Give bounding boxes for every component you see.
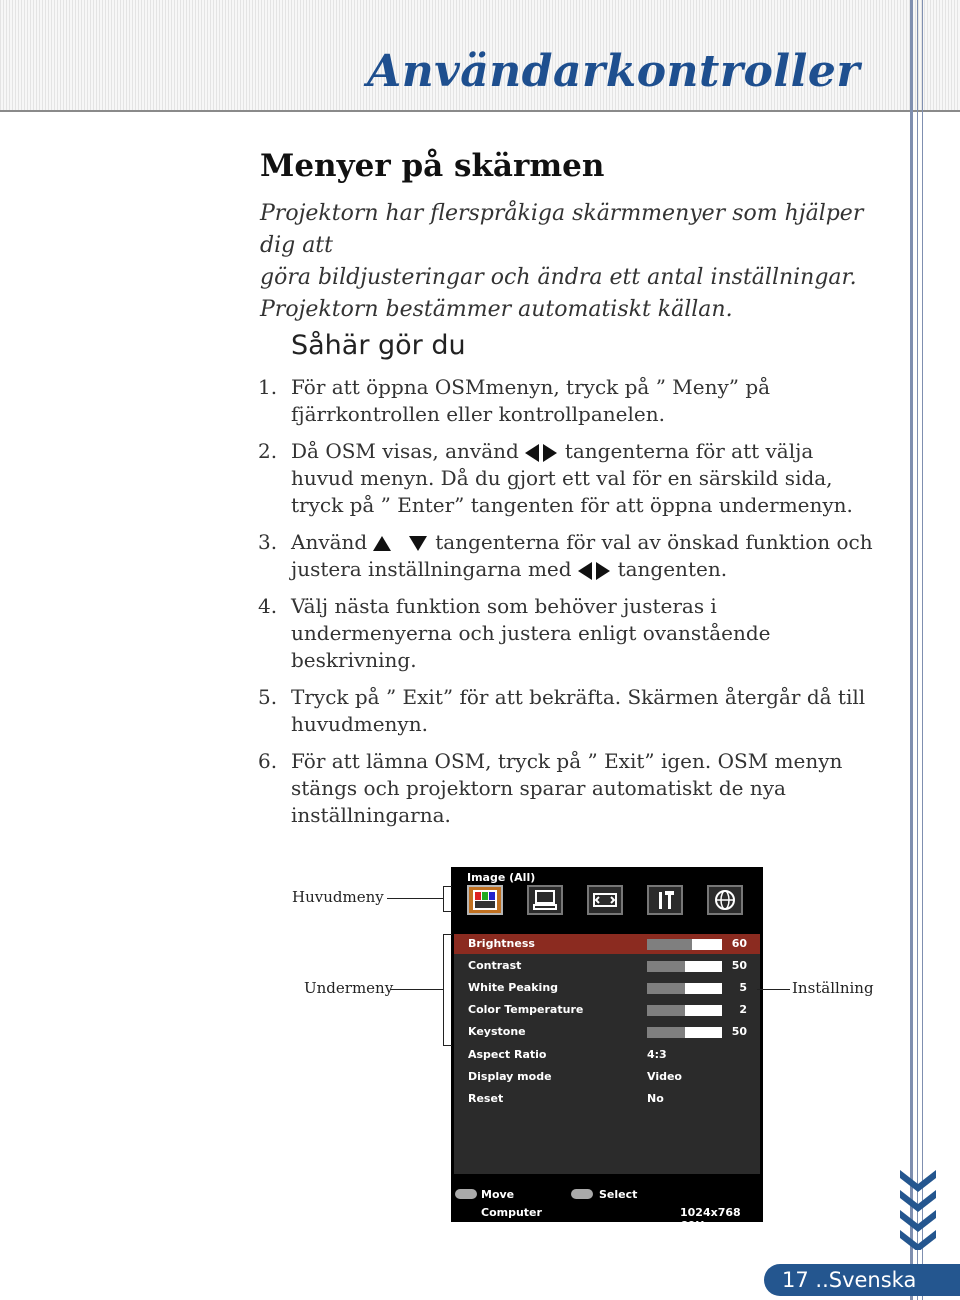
osd-row-label: White Peaking (468, 981, 559, 994)
osd-row-brightness[interactable] (454, 934, 760, 954)
step-item (258, 438, 898, 519)
osd-slider-fill (647, 961, 685, 972)
intro-line: Projektorn har flerspråkiga skärmmenyer som hjälper dig att (260, 201, 864, 258)
step-number: 3. (258, 530, 278, 554)
step-text: justera inställningarna med (291, 557, 572, 581)
page-number-badge: 17 ..Svenska (764, 1264, 960, 1296)
step-text: Då OSM visas, använd (291, 439, 519, 463)
osd-menu-screenshot (451, 867, 763, 1232)
osd-move-label: Move (481, 1188, 515, 1201)
osd-slider[interactable] (647, 1005, 722, 1016)
osd-select-label: Select (599, 1188, 638, 1201)
move-keys-icon (455, 1189, 477, 1199)
callout-setting: Inställning (792, 979, 874, 997)
step-line: huvud menyn. Då du gjort ett val för en särskild sida, (291, 466, 833, 490)
step-text: tangenten. (617, 557, 728, 581)
osd-row-label: Brightness (468, 937, 535, 950)
osd-slider[interactable] (647, 939, 722, 950)
left-arrow-icon (525, 444, 539, 462)
step-number: 6. (258, 749, 278, 773)
intro-text (260, 198, 900, 326)
step-line: Välj nästa funktion som behöver justeras i (291, 594, 717, 618)
osd-slider-fill (647, 1005, 685, 1016)
step-line (291, 438, 898, 465)
intro-line: göra bildjusteringar och ändra ett antal inställningar. (260, 265, 857, 290)
callout-bracket (443, 886, 452, 912)
osd-row-value: No (647, 1092, 664, 1105)
up-arrow-icon (373, 536, 391, 551)
step-item (258, 529, 898, 583)
osd-row-value: 2 (739, 1003, 747, 1016)
osd-row-keystone[interactable] (454, 1022, 760, 1042)
step-number: 1. (258, 375, 278, 399)
right-arrow-icon (543, 444, 557, 462)
header-rule (0, 110, 960, 112)
osd-row-label: Keystone (468, 1025, 526, 1038)
step-number: 2. (258, 439, 278, 463)
osd-row-value: Video (647, 1070, 682, 1083)
margin-rule (917, 0, 918, 1300)
osd-row-value: 4:3 (647, 1048, 667, 1061)
video-tab-icon[interactable] (587, 885, 623, 915)
osd-slider-fill (647, 939, 692, 950)
callout-line (390, 989, 443, 990)
osd-row-label: Contrast (468, 959, 522, 972)
select-keys-icon (571, 1189, 593, 1199)
margin-rule (922, 0, 923, 1300)
step-item (258, 684, 898, 738)
step-item (258, 748, 898, 829)
step-line: För att lämna OSM, tryck på ” Exit” igen. OSM menyn (291, 749, 843, 773)
intro-line: Projektorn bestämmer automatiskt källan. (260, 297, 733, 322)
step-number: 5. (258, 685, 278, 709)
osd-row-value: 50 (731, 1025, 747, 1038)
step-line: undermenyerna och justera enligt ovanstående (291, 621, 771, 645)
step-line (291, 556, 898, 583)
step-line: tryck på ” Enter” tangenten för att öppna undermenyn. (291, 493, 853, 517)
step-line: stängs och projektorn sparar automatiskt de nya (291, 776, 786, 800)
osd-slider-fill (647, 1027, 685, 1038)
osd-row-display-mode[interactable] (454, 1067, 760, 1087)
callout-line (387, 898, 443, 899)
osd-title: Image (All) (467, 871, 536, 884)
step-item (258, 593, 898, 674)
osd-row-value: 50 (731, 959, 747, 972)
step-line: beskrivning. (291, 648, 417, 672)
osd-slider[interactable] (647, 1027, 722, 1038)
osd-slider[interactable] (647, 961, 722, 972)
osd-row-contrast[interactable] (454, 956, 760, 976)
step-text: Använd (291, 530, 368, 554)
osd-main-menu-bar (459, 882, 759, 922)
howto-title: Såhär gör du (291, 330, 466, 361)
callout-bracket (443, 934, 452, 1046)
margin-rule (910, 0, 913, 1300)
step-text: tangenterna för att välja (564, 439, 814, 463)
osd-row-label: Aspect Ratio (468, 1048, 547, 1061)
left-arrow-icon (578, 562, 592, 580)
callout-sub-menu: Undermeny (304, 979, 394, 997)
right-arrow-icon (596, 562, 610, 580)
down-arrow-icon (409, 536, 427, 551)
chevron-down-icon (898, 1168, 938, 1250)
osd-row-label: Display mode (468, 1070, 552, 1083)
image-tab-icon[interactable] (467, 885, 503, 915)
step-text: tangenterna för val av önskad funktion och (435, 530, 873, 554)
osd-row-color-temperature[interactable] (454, 1000, 760, 1020)
step-line: inställningarna. (291, 803, 451, 827)
step-item (258, 374, 898, 428)
osd-row-label: Color Temperature (468, 1003, 584, 1016)
tools-tab-icon[interactable] (647, 885, 683, 915)
step-line (291, 529, 898, 556)
steps-list (258, 374, 898, 839)
callout-main-menu: Huvudmeny (292, 888, 384, 906)
osd-row-aspect-ratio[interactable] (454, 1045, 760, 1065)
osd-slider[interactable] (647, 983, 722, 994)
osd-footer (451, 1185, 763, 1232)
page-header-title: Användarkontroller (367, 46, 860, 97)
step-line: huvudmenyn. (291, 712, 428, 736)
osd-row-reset[interactable] (454, 1089, 760, 1109)
osd-slider-fill (647, 983, 685, 994)
step-line: För att öppna OSMmenyn, tryck på ” Meny” på (291, 375, 771, 399)
step-number: 4. (258, 594, 278, 618)
osd-row-value: 60 (731, 937, 747, 950)
globe-tab-icon[interactable] (707, 885, 743, 915)
step-line: fjärrkontrollen eller kontrollpanelen. (291, 402, 665, 426)
section-title: Menyer på skärmen (260, 148, 605, 184)
computer-tab-icon[interactable] (527, 885, 563, 915)
callout-line (757, 989, 790, 990)
osd-row-white-peaking[interactable] (454, 978, 760, 998)
step-line: Tryck på ” Exit” för att bekräfta. Skärmen återgår då till (291, 685, 866, 709)
osd-resolution-label: 1024x768 60Hz (680, 1206, 741, 1232)
osd-row-value: 5 (739, 981, 747, 994)
osd-submenu (454, 934, 760, 1174)
osd-row-label: Reset (468, 1092, 504, 1105)
osd-source-label: Computer (481, 1206, 542, 1219)
